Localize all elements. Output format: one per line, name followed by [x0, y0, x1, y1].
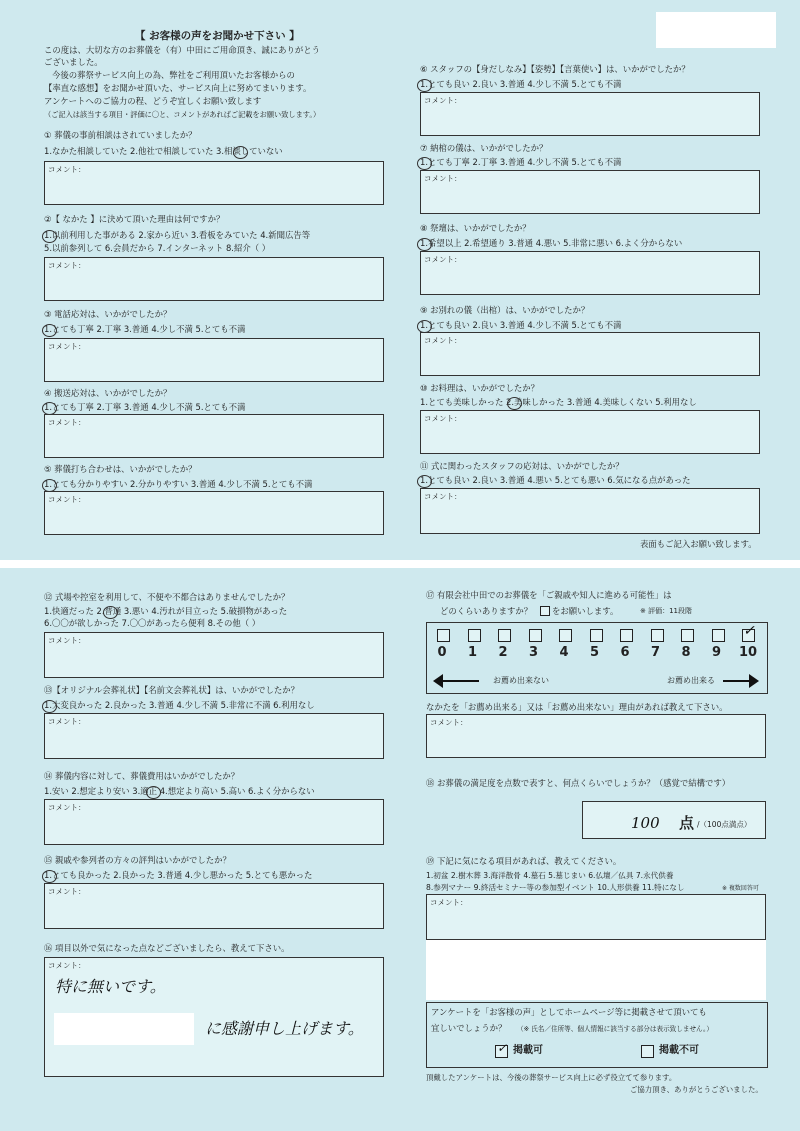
comment-box-freeform[interactable]: コメント： 特に無いです。 に感謝申し上げます。: [44, 957, 384, 1077]
answer-circle: [42, 700, 57, 713]
publish-no-label: 掲載不可: [659, 1045, 699, 1056]
question-title: ⑭ 葬儀内容に対して、葬儀費用はいかがでしたか？: [44, 771, 240, 781]
footer-note: 表面もご記入お願い致します。: [640, 539, 757, 549]
rating-number: 7: [650, 645, 661, 660]
rating-scale-panel: [426, 622, 768, 694]
rating-number: 0: [437, 645, 447, 660]
multi-note: ※ 複数回答可: [722, 885, 759, 892]
answer-circle: [42, 870, 57, 883]
question-title: ⑥ スタッフの【身だしなみ】【姿勢】【言葉使い】は、いかがでしたか？: [420, 64, 690, 74]
comment-box[interactable]: コメント：: [420, 92, 760, 136]
rating-checkbox-2[interactable]: [498, 629, 511, 642]
rating-checkbox-1[interactable]: [468, 629, 481, 642]
question-options: 1.とても良い 2.良い 3.普通 4.少し不満 5.とても不満: [420, 320, 622, 330]
intro-line: （ご記入は該当する項目・評価に〇と、コメントがあればご記載をお願い致します。）: [44, 110, 321, 119]
question-options: 1.希望以上 2.希望通り 3.普通 4.悪い 5.非常に悪い 6.よく分からない: [420, 238, 683, 248]
question-title: ⑩ お料理は、いかがでしたか？: [420, 383, 540, 393]
survey-sheet-front: [0, 0, 800, 560]
handwritten-comment: に感謝申し上げます。: [205, 1019, 364, 1038]
rating-checkbox-3[interactable]: [529, 629, 542, 642]
question-options: 1.大変良かった 2.良かった 3.普通 4.少し不満 5.非常に不満 6.利用なし: [44, 700, 315, 710]
check-icon: [540, 606, 550, 616]
rating-note: ※ 評価：11段階: [640, 607, 692, 615]
intro-line: この度は、大切な方のお葬儀を（有）中田にご用命頂き、誠にありがとう: [44, 45, 321, 55]
answer-circle: [103, 606, 118, 619]
rating-checkbox-8[interactable]: [681, 629, 694, 642]
rating-number: 1: [467, 645, 478, 660]
question-options: 1.とても良かった 2.良かった 3.普通 4.少し悪かった 5.とても悪かった: [44, 870, 313, 880]
check-mark-icon: ✓: [743, 623, 755, 639]
q19-options: 1.初盆 2.樹木葬 3.海洋散骨 4.墓石 5.墓じまい 6.仏壇／仏具 7.永代供養: [426, 871, 674, 880]
rating-number: 8: [681, 645, 691, 660]
question-options: 1.安い 2.想定より安い 3.適正 4.想定より高い 5.高い 6.よく分からない: [44, 786, 315, 796]
publish-permission-panel: [426, 1002, 768, 1068]
question-options: 1.快適だった 2.普通 3.悪い 4.汚れが目立った 5.破損物があった: [44, 606, 288, 616]
footer-line: ご協力頂き、ありがとうございました。: [630, 1085, 763, 1094]
q17-title: ⑰ 有限会社中田でのお葬儀を「ご親戚や知人に進める可能性」は: [426, 590, 672, 600]
comment-box[interactable]: コメント：: [420, 488, 760, 534]
comment-box[interactable]: コメント：: [44, 713, 384, 759]
question-options: 1.とても丁寧 2.丁寧 3.普通 4.少し不満 5.とても不満: [44, 402, 246, 412]
publish-note: （※ 氏名／住所等、個人情報に該当する部分は表示致しません。）: [517, 1025, 713, 1033]
comment-box[interactable]: コメント：: [44, 883, 384, 929]
comment-box[interactable]: コメント：: [44, 414, 384, 458]
question-title: ⑧ 祭壇は、いかがでしたか？: [420, 223, 531, 233]
rating-checkbox-7[interactable]: [651, 629, 664, 642]
question-options: 1.とても良い 2.良い 3.普通 4.悪い 5.とても悪い 6.気になる点があった: [420, 475, 691, 485]
comment-box[interactable]: コメント：: [44, 491, 384, 535]
rating-checkbox-0[interactable]: [437, 629, 450, 642]
question-title: ④ 搬送応対は、いかがでしたか？: [44, 388, 172, 398]
reason-prompt: なかたを「お薦め出来る」又は「お薦め出来ない」理由があれば教えて下さい。: [426, 702, 728, 712]
intro-line: アンケートへのご協力の程、どうぞ宜しくお願い致します: [44, 96, 262, 106]
publish-line: 宜しいでしょうか？: [431, 1023, 507, 1033]
q17-please: をお願いします。: [552, 606, 619, 616]
answer-circle: [42, 324, 57, 337]
answer-circle: [417, 79, 432, 92]
rating-checkbox-5[interactable]: [590, 629, 603, 642]
question-options: 1.とても丁寧 2.丁寧 3.普通 4.少し不満 5.とても不満: [420, 157, 622, 167]
question-options: 1.とても美味しかった 2.美味しかった 3.普通 4.美味しくない 5.利用なし: [420, 397, 697, 407]
rating-checkbox-9[interactable]: [712, 629, 725, 642]
comment-box[interactable]: コメント：: [420, 251, 760, 295]
arrow-right-head-icon: [749, 674, 759, 688]
question-title: ⑤ 葬儀打ち合わせは、いかがでしたか？: [44, 464, 197, 474]
arrow-left-head-icon: [433, 674, 443, 688]
question-options: 1.以前利用した事がある 2.家から近い 3.看板をみていた 4.新聞広告等: [44, 230, 311, 240]
answer-circle: [417, 238, 432, 251]
low-label: お薦め出来ない: [493, 676, 549, 685]
q18-title: ⑱ お葬儀の満足度を点数で表すと、何点くらいでしょうか？（感覚で結構です）: [426, 778, 731, 788]
comment-box[interactable]: コメント：: [420, 332, 760, 376]
answer-circle: [146, 786, 161, 799]
question-title: ⑫ 式場や控室を利用して、不便や不都合はありませんでしたか？: [44, 592, 290, 602]
question-title: ⑬【オリジナル会葬礼状】【名前文会葬礼状】は、いかがでしたか？: [44, 685, 300, 695]
question-title: ②【 なかた 】に決めて頂いた理由は何ですか？: [44, 214, 225, 224]
redaction-box: [426, 940, 766, 1000]
question-options: 1.とても丁寧 2.丁寧 3.普通 4.少し不満 5.とても不満: [44, 324, 246, 334]
question-title: ① 葬儀の事前相談はされていましたか？: [44, 130, 197, 140]
rating-number: 3: [528, 645, 539, 660]
answer-circle: [42, 230, 57, 243]
question-title: ⑦ 納棺の儀は、いかがでしたか？: [420, 143, 548, 153]
rating-number: 6: [620, 645, 630, 660]
high-label: お薦め出来る: [667, 676, 715, 685]
page-gap: [0, 560, 800, 568]
check-mark-icon: ✓: [497, 1041, 508, 1055]
arrow-right-icon: [723, 680, 751, 682]
comment-box[interactable]: コメント：: [44, 799, 384, 845]
answer-circle: [233, 146, 248, 159]
rating-number: 5: [589, 645, 600, 660]
question-title: ⑮ 親戚や参列者の方々の評判はいかがでしたか？: [44, 855, 231, 865]
rating-number: 2: [498, 645, 508, 660]
question-title: ⑯ 項目以外で気になった点などございましたら、教えて下さい。: [44, 943, 290, 953]
q17-subtitle: どのくらいありますか？: [440, 606, 533, 616]
question-options: 1.とても分かりやすい 2.分かりやすい 3.普通 4.少し不満 5.とても不満: [44, 479, 313, 489]
rating-number: 4: [559, 645, 569, 660]
rating-number: 9: [711, 645, 722, 660]
rating-checkbox-6[interactable]: [620, 629, 633, 642]
question-title: ⑪ 式に関わったスタッフの応対は、いかがでしたか？: [420, 461, 624, 471]
question-title: ⑨ お別れの儀（出棺）は、いかがでしたか？: [420, 305, 590, 315]
comment-box[interactable]: コメント：: [426, 714, 766, 758]
score-unit: 点: [679, 814, 695, 832]
score-box[interactable]: [582, 801, 766, 839]
redaction-box: [656, 12, 776, 48]
publish-line: アンケートを「お客様の声」としてホームページ等に掲載させて頂いても: [431, 1007, 707, 1017]
q19-title: ⑲ 下記に気になる項目があれば、教えてください。: [426, 856, 622, 866]
comment-box[interactable]: コメント：: [420, 170, 760, 214]
intro-line: 【率直な感想】をお聞かせ頂いた、サービス向上に努めてまいります。: [44, 83, 312, 93]
publish-yes-label: 掲載可: [513, 1045, 543, 1056]
comment-box[interactable]: コメント：: [44, 161, 384, 205]
question-options: 1.なかた相談していた 2.他社で相談していた 3.相談していない: [44, 146, 283, 156]
answer-circle: [417, 475, 432, 488]
redaction-box: [54, 1013, 194, 1045]
comment-box[interactable]: コメント：: [426, 894, 766, 940]
handwritten-comment: 特に無いです。: [55, 977, 166, 996]
footer-line: 頂戴したアンケートは、今後の葬祭サービス向上に必ず役立てて参ります。: [426, 1073, 677, 1082]
comment-box[interactable]: コメント：: [44, 257, 384, 301]
answer-circle: [507, 397, 522, 410]
intro-line: 今後の葬祭サービス向上の為、弊社をご利用頂いたお客様からの: [52, 70, 295, 80]
intro-line: ございました。: [44, 57, 103, 67]
handwritten-score: 100: [631, 814, 660, 832]
publish-no-checkbox[interactable]: [641, 1045, 654, 1058]
comment-box[interactable]: コメント：: [44, 632, 384, 678]
arrow-left-icon: [439, 680, 479, 682]
comment-box[interactable]: コメント：: [44, 338, 384, 382]
question-options: 1.とても良い 2.良い 3.普通 4.少し不満 5.とても不満: [420, 79, 622, 89]
rating-checkbox-4[interactable]: [559, 629, 572, 642]
q19-options: 8.参列マナー 9.終活セミナー等の参加型イベント 10.人形供養 11.特になし: [426, 883, 685, 892]
question-options: 5.以前参列して 6.会員だから 7.インターネット 8.紹介（ ）: [44, 243, 271, 253]
survey-sheet-back: [0, 568, 800, 1131]
comment-box[interactable]: コメント：: [420, 410, 760, 454]
question-options: 6.〇〇が欲しかった 7.〇〇があったら便利 8.その他（ ）: [44, 618, 261, 628]
question-title: ③ 電話応対は、いかがでしたか？: [44, 309, 172, 319]
rating-number: 10: [739, 645, 758, 660]
sheet-title: 【 お客様の声をお聞かせ下さい 】: [135, 30, 300, 42]
answer-circle: [417, 157, 432, 170]
score-max-note: /（100点満点）: [697, 820, 752, 829]
